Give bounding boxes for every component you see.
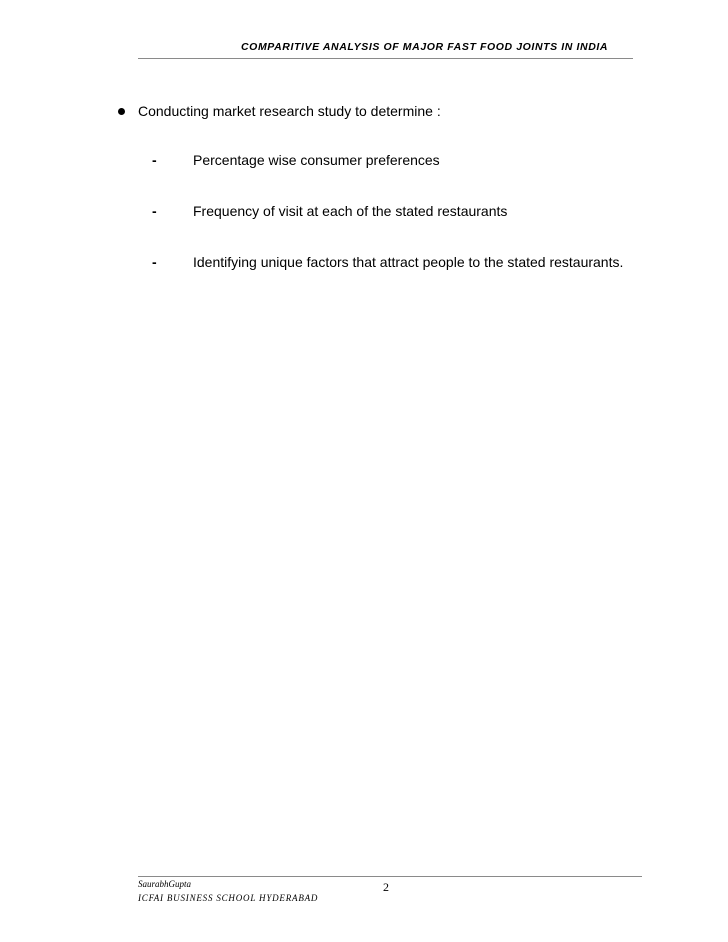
sub-list-item-text: Frequency of visit at each of the stated restaurants (193, 203, 508, 219)
running-header-title: COMPARITIVE ANALYSIS OF MAJOR FAST FOOD JOINTS IN INDIA (241, 41, 609, 53)
bullet-item-text: Conducting market research study to determine : (138, 103, 441, 119)
dash-marker: - (152, 203, 157, 219)
bullet-dot-icon (118, 108, 125, 115)
dash-marker: - (152, 152, 157, 168)
footer-school: ICFAI BUSINESS SCHOOL HYDERABAD (138, 893, 319, 903)
page-number: 2 (383, 880, 389, 894)
sub-list-item-text: Identifying unique factors that attract people to the stated restaurants. (193, 254, 624, 270)
footer-divider (138, 876, 642, 877)
bullet-item (118, 103, 441, 119)
footer-author: SaurabhGupta (138, 879, 192, 889)
dash-marker: - (152, 254, 157, 270)
sub-list-item-text: Percentage wise consumer preferences (193, 152, 440, 168)
header-divider (138, 58, 633, 59)
